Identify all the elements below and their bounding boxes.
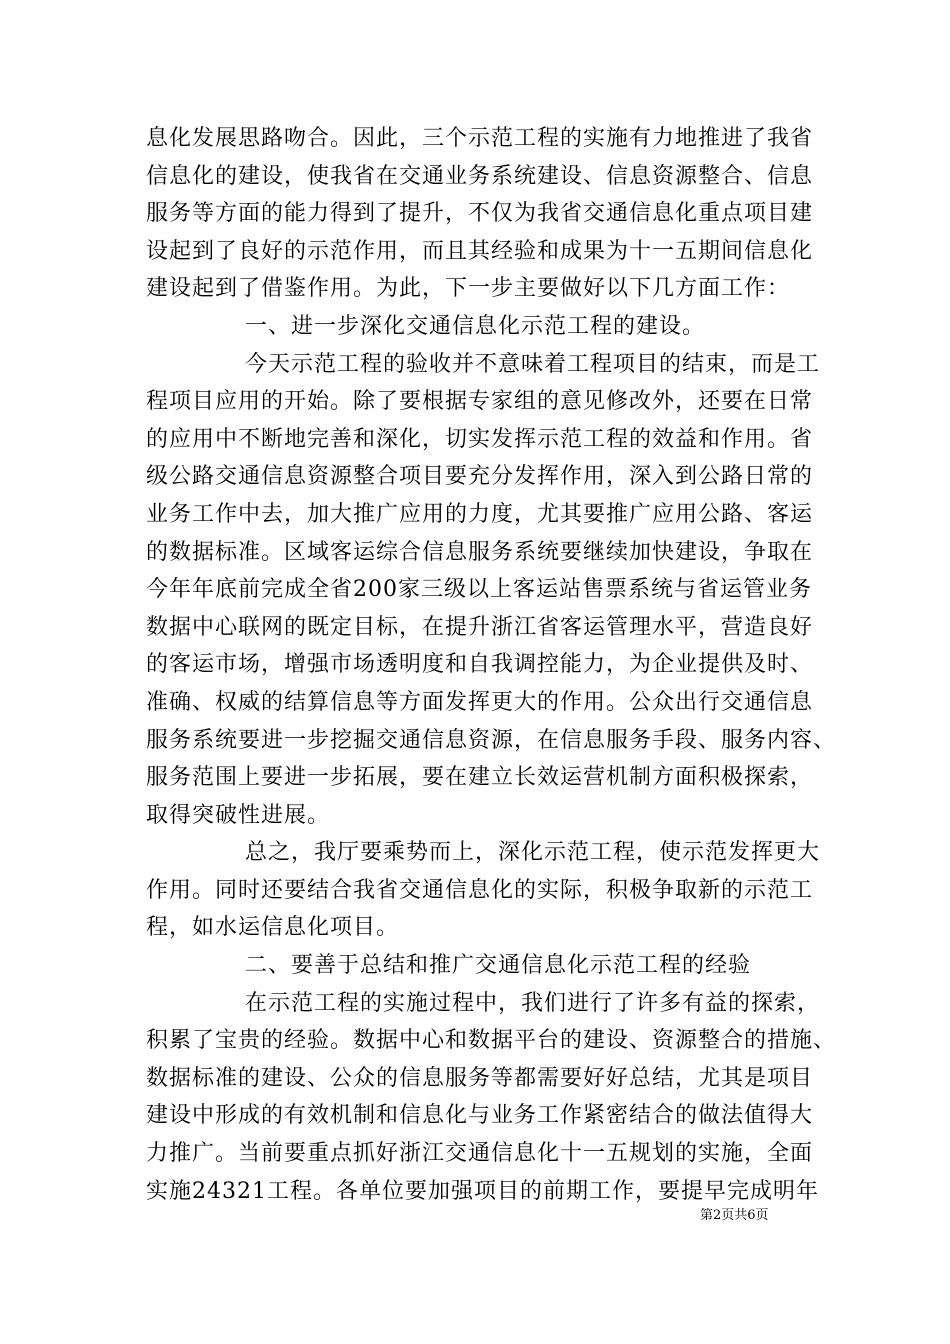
text-line: 的客运市场，增强市场透明度和自我调控能力，为企业提供及时、 — [146, 652, 814, 678]
text-line: 总之，我厅要乘势而上，深化示范工程，使示范发挥更大 — [245, 840, 821, 866]
text-line: 今年年底前完成全省200家三级以上客运站售票系统与省运管业务 — [146, 577, 812, 603]
text-line: 级公路交通信息资源整合项目要充分发挥作用，深入到公路日常的 — [146, 464, 814, 490]
text-line: 业务工作中去，加大推广应用的力度，尤其要推广应用公路、客运 — [146, 501, 814, 527]
text-line: 服务系统要进一步挖掘交通信息资源，在信息服务手段、服务内容、 — [146, 727, 837, 753]
page-number-label: 第2页共6页 — [700, 1208, 769, 1223]
section-heading: 二、要善于总结和推广交通信息化示范工程的经验 — [245, 953, 752, 979]
text-line: 建设中形成的有效机制和信息化与业务工作紧密结合的做法值得大 — [146, 1103, 814, 1129]
text-line: 准确、权威的结算信息等方面发挥更大的作用。公众出行交通信息 — [146, 689, 814, 715]
text-line: 在示范工程的实施过程中，我们进行了许多有益的探索， — [245, 990, 821, 1016]
section-heading: 一、进一步深化交通信息化示范工程的建设。 — [245, 313, 706, 339]
text-line: 数据标准的建设、公众的信息服务等都需要好好总结，尤其是项目 — [146, 1065, 814, 1091]
text-line: 实施24321工程。各单位要加强项目的前期工作，要提早完成明年 — [146, 1178, 819, 1204]
text-line: 数据中心联网的既定目标，在提升浙江省客运管理水平，营造良好 — [146, 614, 814, 640]
page-footer — [700, 1204, 808, 1223]
text-line: 信息化的建设，使我省在交通业务系统建设、信息资源整合、信息 — [146, 163, 814, 189]
text-line: 服务范围上要进一步拓展，要在建立长效运营机制方面积极探索， — [146, 765, 814, 791]
text-line: 今天示范工程的验收并不意味着工程项目的结束，而是工 — [245, 351, 821, 377]
text-line: 建设起到了借鉴作用。为此，下一步主要做好以下几方面工作： — [146, 276, 791, 302]
text-line: 服务等方面的能力得到了提升，不仅为我省交通信息化重点项目建 — [146, 201, 814, 227]
text-line: 息化发展思路吻合。因此，三个示范工程的实施有力地推进了我省 — [146, 126, 814, 151]
text-line: 力推广。当前要重点抓好浙江交通信息化十一五规划的实施，全面 — [146, 1141, 814, 1167]
text-line: 的数据标准。区域客运综合信息服务系统要继续加快建设，争取在 — [146, 539, 814, 565]
body-text — [146, 120, 837, 1210]
text-line: 取得突破性进展。 — [146, 802, 331, 828]
text-line: 积累了宝贵的经验。数据中心和数据平台的建设、资源整合的措施、 — [146, 1028, 837, 1054]
text-line: 作用。同时还要结合我省交通信息化的实际，积极争取新的示范工 — [146, 877, 814, 903]
text-line: 程，如水运信息化项目。 — [146, 915, 400, 941]
text-line: 设起到了良好的示范作用，而且其经验和成果为十一五期间信息化 — [146, 238, 814, 264]
text-line: 的应用中不断地完善和深化，切实发挥示范工程的效益和作用。省 — [146, 426, 814, 452]
text-line: 程项目应用的开始。除了要根据专家组的意见修改外，还要在日常 — [146, 389, 814, 415]
